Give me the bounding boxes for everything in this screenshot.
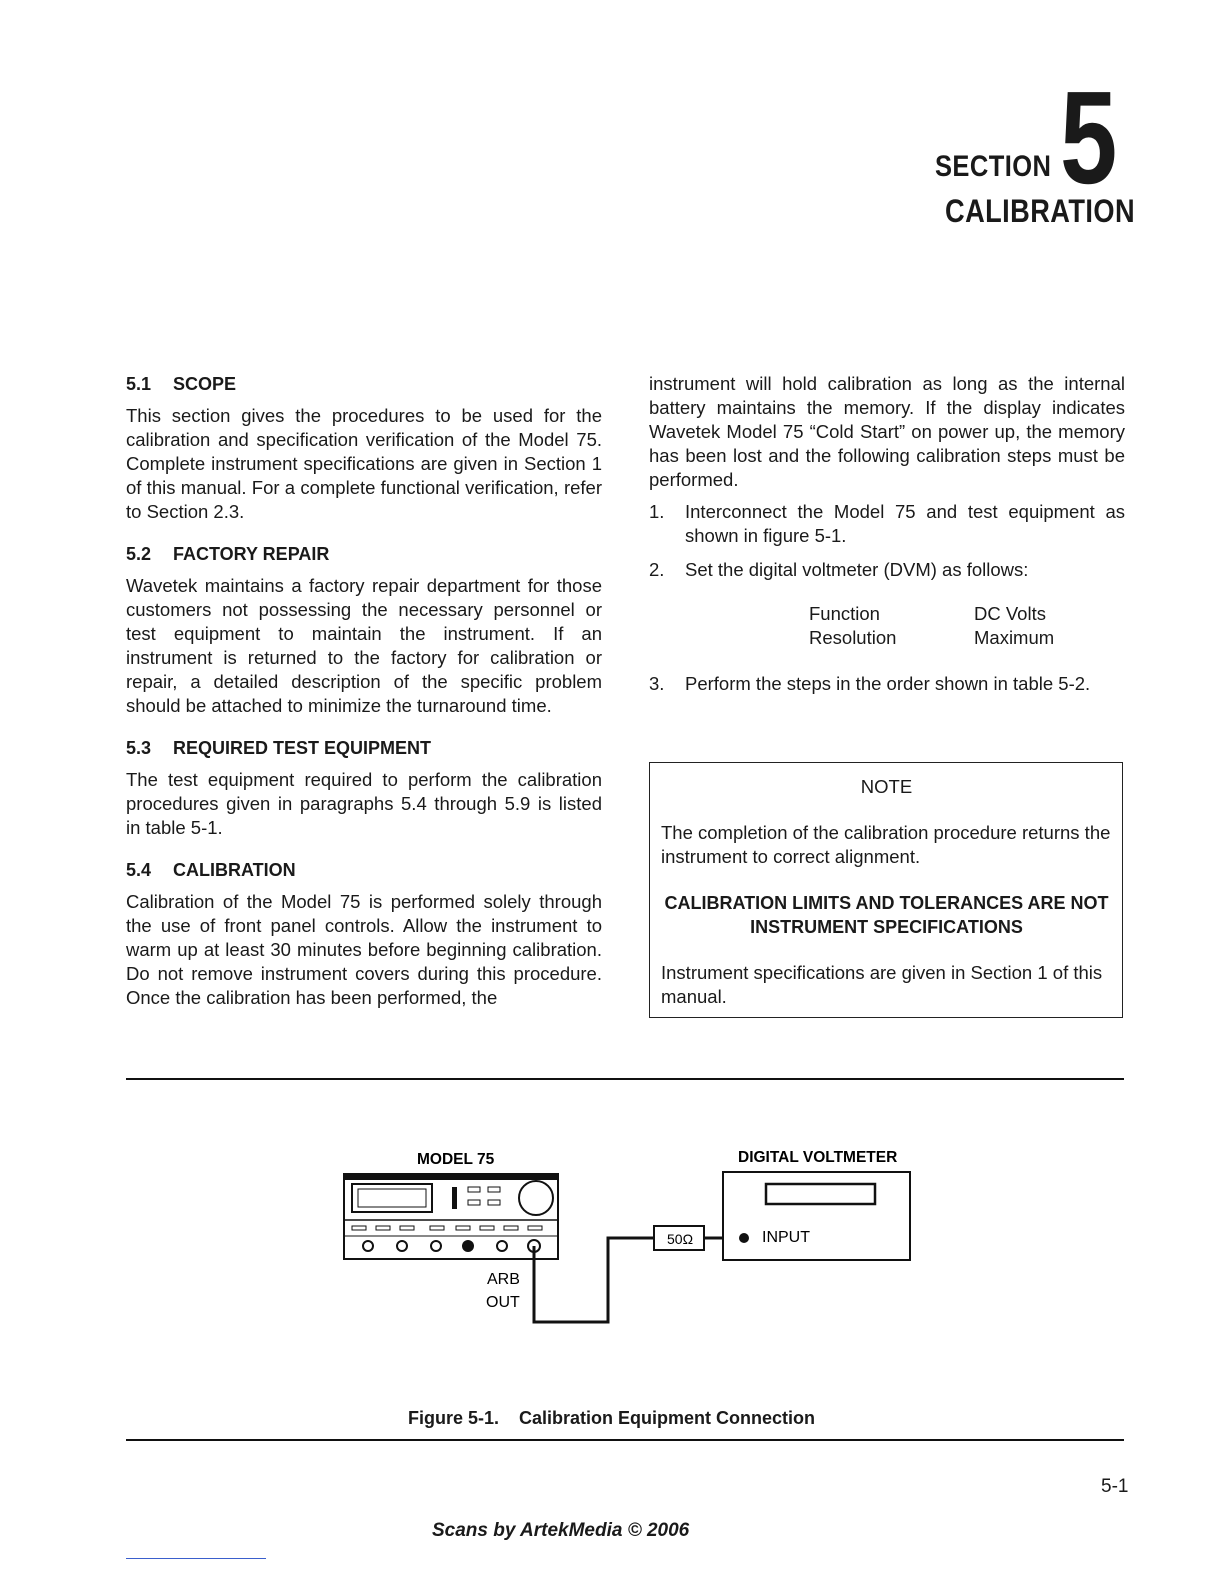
list-item [649,558,1125,650]
dvm-setting-row [809,602,1125,626]
dvm-settings [809,602,1125,650]
bnc-connector-icon [497,1241,507,1251]
figure-number: Figure 5-1. [408,1408,500,1428]
section-label: SECTION [935,150,1052,183]
setting-value: DC Volts [974,603,1046,624]
note-title: NOTE [860,776,913,797]
footer-link-line [126,1558,266,1559]
instrument-knob-icon [519,1181,553,1215]
heading-title: CALIBRATION [173,860,296,880]
heading-5-4 [126,858,602,882]
out-label: OUT [486,1294,520,1311]
calibration-paragraph-continued: instrument will hold calibration as long as the internal battery maintains the memory. If the display indicates Wavetek Model 75 “Cold Start” on power up, the memory has been lost and the following calibration steps must be performed. [649,373,1125,490]
heading-number: 5.4 [126,860,152,880]
instrument-top-trim [344,1174,558,1180]
right-column [649,372,1125,706]
scan-credit: Scans by ArtekMedia © 2006 [432,1520,690,1541]
dvm-input-jack-icon [739,1233,749,1243]
scope-paragraph: This section gives the procedures to be used for the calibration and specification verification of the Model 75. Complete instrument specifications are given in Section 1 of this manual. For a complete functional verification, refer to Section 2.3. [126,405,602,522]
section-title: CALIBRATION [945,193,1136,229]
instrument-indicator [452,1187,457,1209]
heading-5-3 [126,736,602,760]
factory-repair-paragraph: Wavetek maintains a factory repair department for those customers not possessing the necessary personnel or test equipment to maintain the instrument. If an instrument is returned to the factory for calibration or repair, a detailed description of the specific problem should be attached to minimize the turnaround time. [126,575,602,716]
setting-value: Maximum [974,627,1055,648]
bnc-connector-icon [363,1241,373,1251]
dvm-label: DIGITAL VOLTMETER [738,1149,898,1166]
note-warning: CALIBRATION LIMITS AND TOLERANCES ARE NOT INSTRUMENT SPECIFICATIONS [664,893,1109,937]
heading-number: 5.3 [126,738,152,758]
step-number: 1. [649,501,665,522]
setting-key: Function [809,603,880,624]
heading-title: FACTORY REPAIR [173,544,330,564]
connection-diagram [330,1140,930,1340]
calibration-paragraph: Calibration of the Model 75 is performed solely through the use of front panel controls. Allow the instrument to warm up at least 30 minutes before beginning calibration. Do not remove instrument covers during this procedure. Once the calibration has been performed, the [126,891,602,1008]
section-number: 5 [1060,64,1118,211]
heading-5-2 [126,542,602,566]
arb-label: ARB [487,1271,520,1288]
setting-key: Resolution [809,627,897,648]
bnc-connector-icon [462,1240,474,1252]
dvm-display [766,1184,875,1204]
digital-voltmeter [723,1172,910,1260]
heading-title: SCOPE [173,374,237,394]
list-item [649,500,1125,548]
figure-top-rule [126,1078,1124,1080]
test-equipment-paragraph: The test equipment required to perform the calibration procedures given in paragraphs 5.4 through 5.9 is listed in table 5-1. [126,769,602,838]
resistor-label: 50Ω [667,1231,694,1247]
model-75-label: MODEL 75 [417,1151,495,1168]
dvm-setting-row [809,626,1125,650]
heading-number: 5.2 [126,544,152,564]
step-number: 3. [649,673,665,694]
note-box [649,762,1123,1018]
figure-bottom-rule [126,1439,1124,1441]
heading-number: 5.1 [126,374,152,394]
note-text: Instrument specifications are given in Section 1 of this manual. [661,962,1103,1007]
note-text: The completion of the calibration procedure returns the instrument to correct alignment. [661,822,1111,867]
model-75-instrument [344,1174,558,1259]
page-number: 5-1 [1101,1476,1129,1497]
dvm-input-label: INPUT [762,1229,810,1246]
step-text: Interconnect the Model 75 and test equipment as shown in figure 5-1. [685,501,1125,546]
heading-5-1 [126,372,602,396]
figure-title: Calibration Equipment Connection [519,1408,816,1428]
step-number: 2. [649,559,665,580]
step-text: Perform the steps in the order shown in table 5-2. [685,673,1091,694]
figure-caption [408,1408,815,1429]
instrument-display [352,1184,432,1212]
bnc-connector-icon [397,1241,407,1251]
step-text: Set the digital voltmeter (DVM) as follows: [685,559,1029,580]
bnc-connector-icon [431,1241,441,1251]
left-column [126,372,602,1028]
calibration-steps [649,500,1125,696]
heading-title: REQUIRED TEST EQUIPMENT [173,738,432,758]
list-item [649,672,1125,696]
